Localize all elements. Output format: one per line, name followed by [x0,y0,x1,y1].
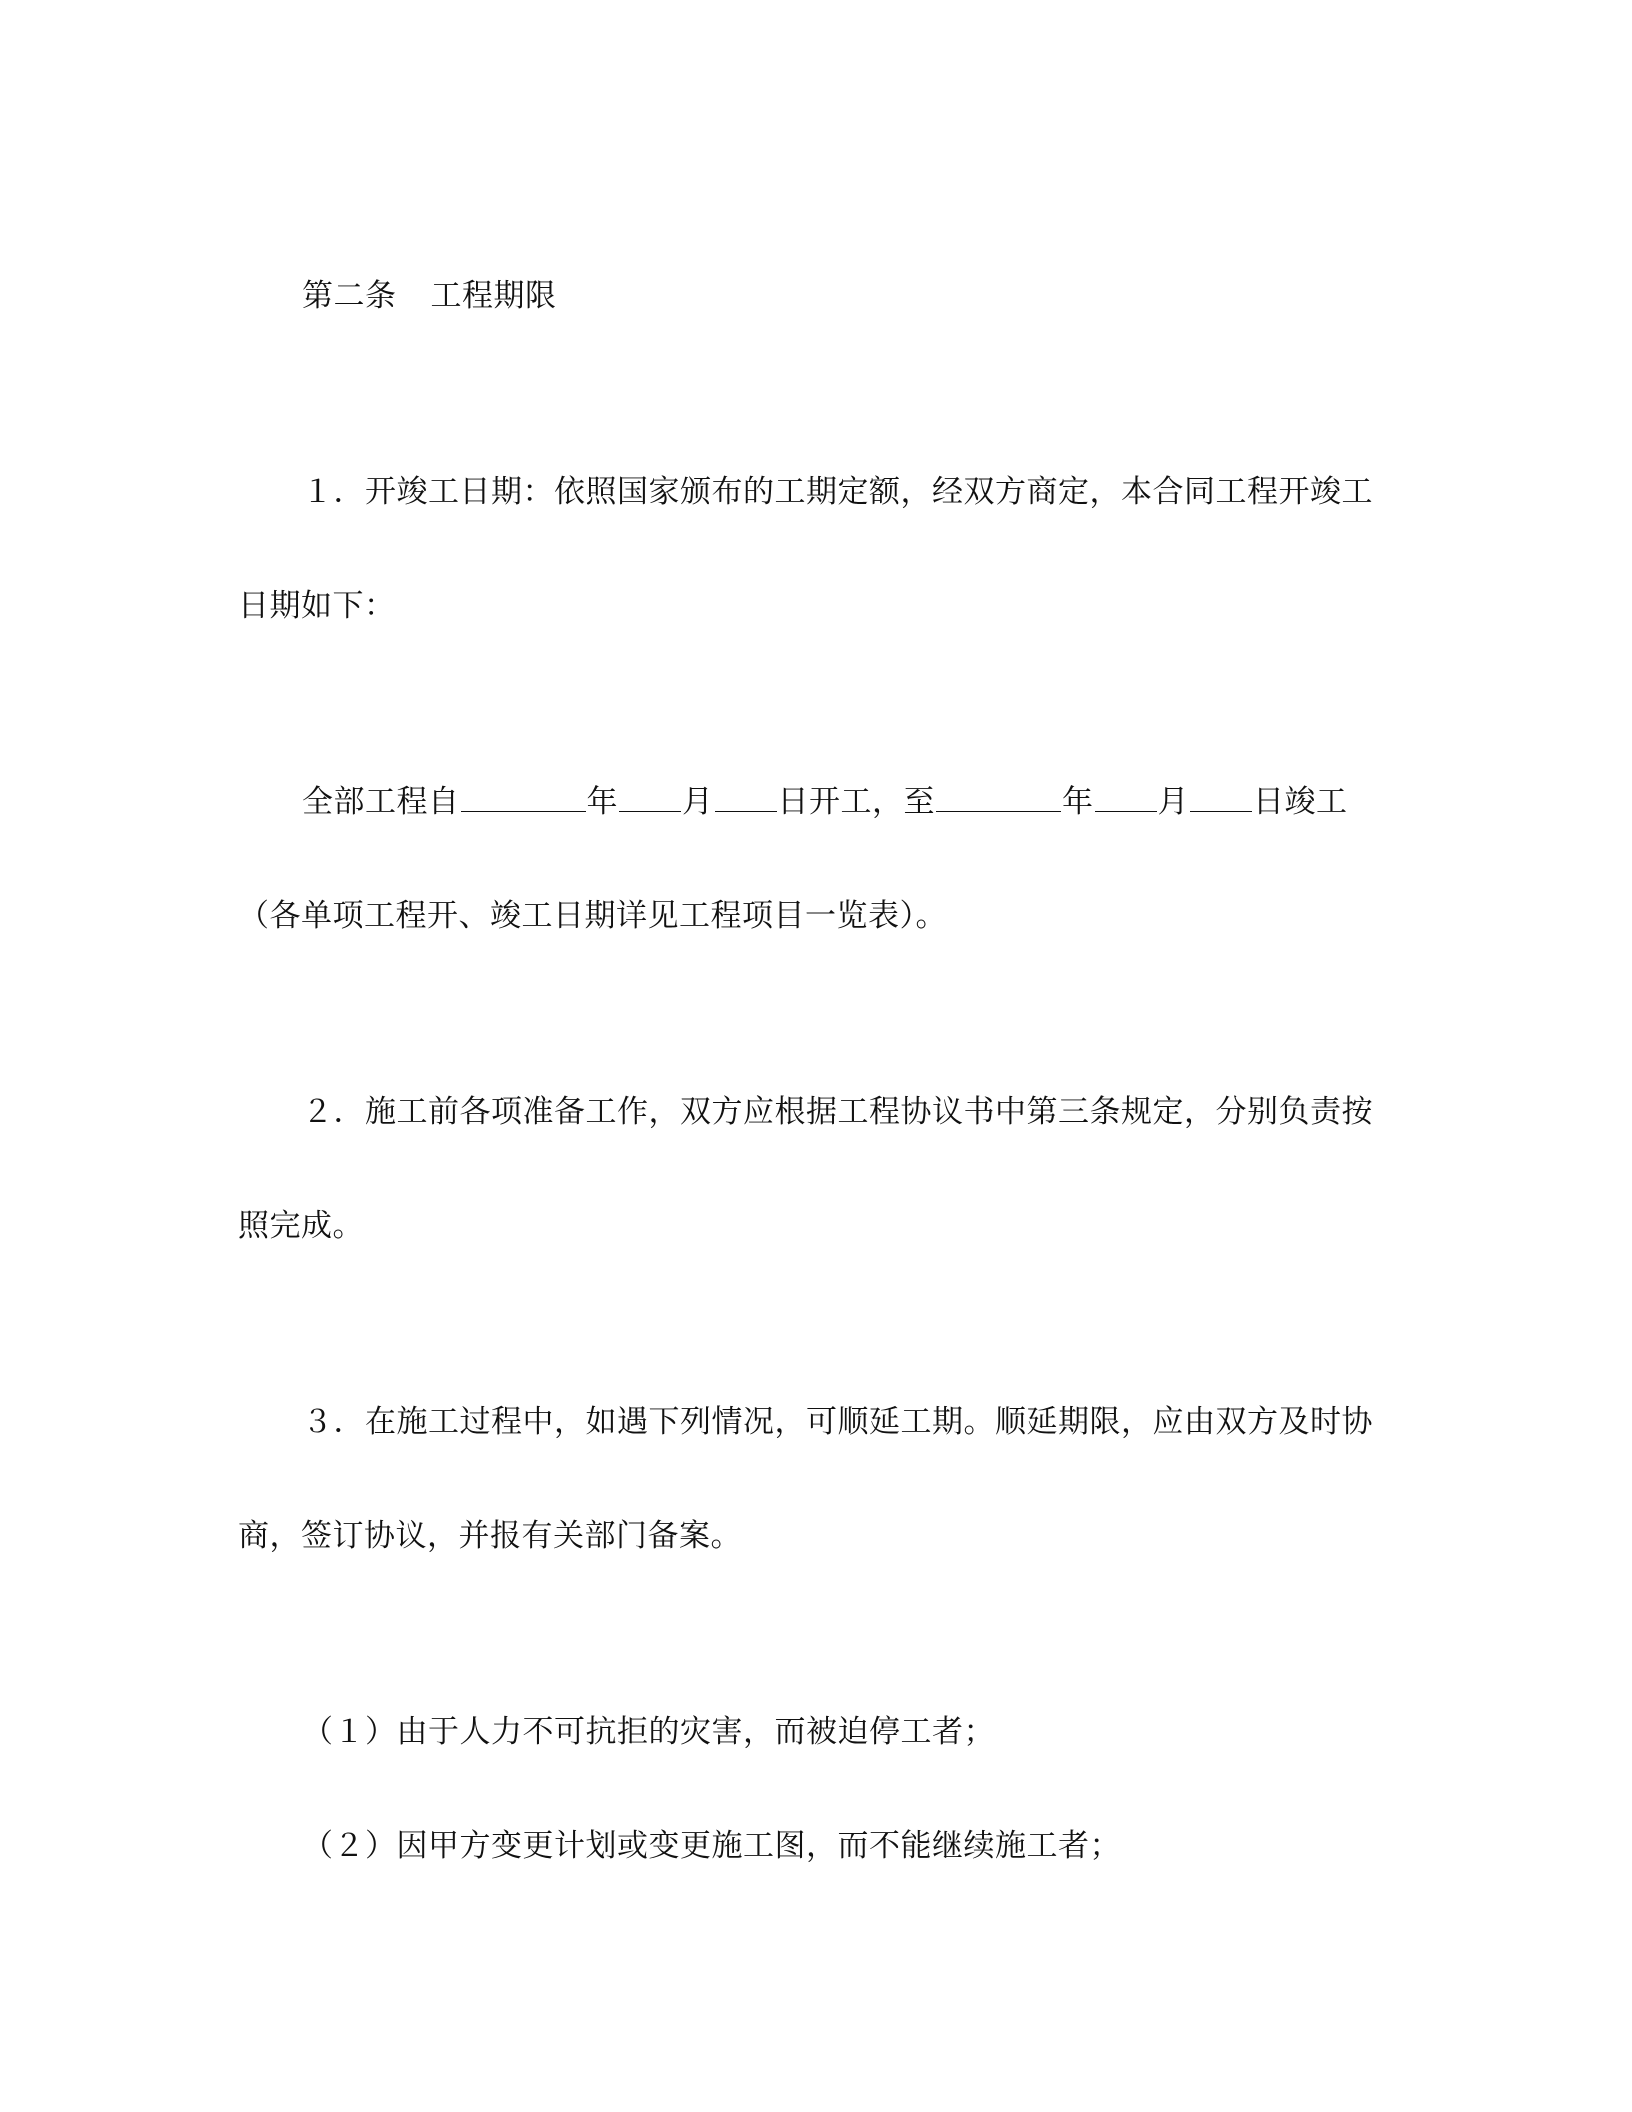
list-item-2: （２）因甲方变更计划或变更施工图，而不能继续施工者； [302,1828,1121,1864]
end-day-blank[interactable] [1190,783,1252,812]
article-title: 工程期限 [430,278,557,314]
start-year-blank[interactable] [461,783,586,812]
schedule-note: （各单项工程开、竣工日期详见工程项目一览表）。 [238,898,947,934]
clause-1-line-1: １．开竣工日期：依照国家颁布的工期定额，经双方商定，本合同工程开竣工 [302,474,1373,510]
clause-3-line-1: ３．在施工过程中，如遇下列情况，可顺延工期。顺延期限，应由双方及时协 [302,1404,1373,1440]
end-month-blank[interactable] [1095,783,1157,812]
start-day-label: 日开工，至 [777,784,935,820]
end-year-label: 年 [1062,784,1094,820]
schedule-line [302,782,1348,822]
start-month-label: 月 [682,784,714,820]
end-month-label: 月 [1157,784,1189,820]
article-number: 第二条 [302,278,397,314]
start-year-label: 年 [586,784,618,820]
start-day-blank[interactable] [715,783,777,812]
article-heading [302,276,557,316]
clause-2-line-2: 照完成。 [238,1208,364,1244]
start-month-blank[interactable] [619,783,681,812]
end-year-blank[interactable] [936,783,1061,812]
clause-2-line-1: ２．施工前各项准备工作，双方应根据工程协议书中第三条规定，分别负责按 [302,1094,1373,1130]
clause-3-line-2: 商，签订协议，并报有关部门备案。 [238,1518,742,1554]
schedule-prefix: 全部工程自 [302,784,460,820]
list-item-1: （１）由于人力不可抗拒的灾害，而被迫停工者； [302,1714,995,1750]
clause-1-line-2: 日期如下： [238,588,396,624]
end-day-label: 日竣工 [1253,784,1348,820]
